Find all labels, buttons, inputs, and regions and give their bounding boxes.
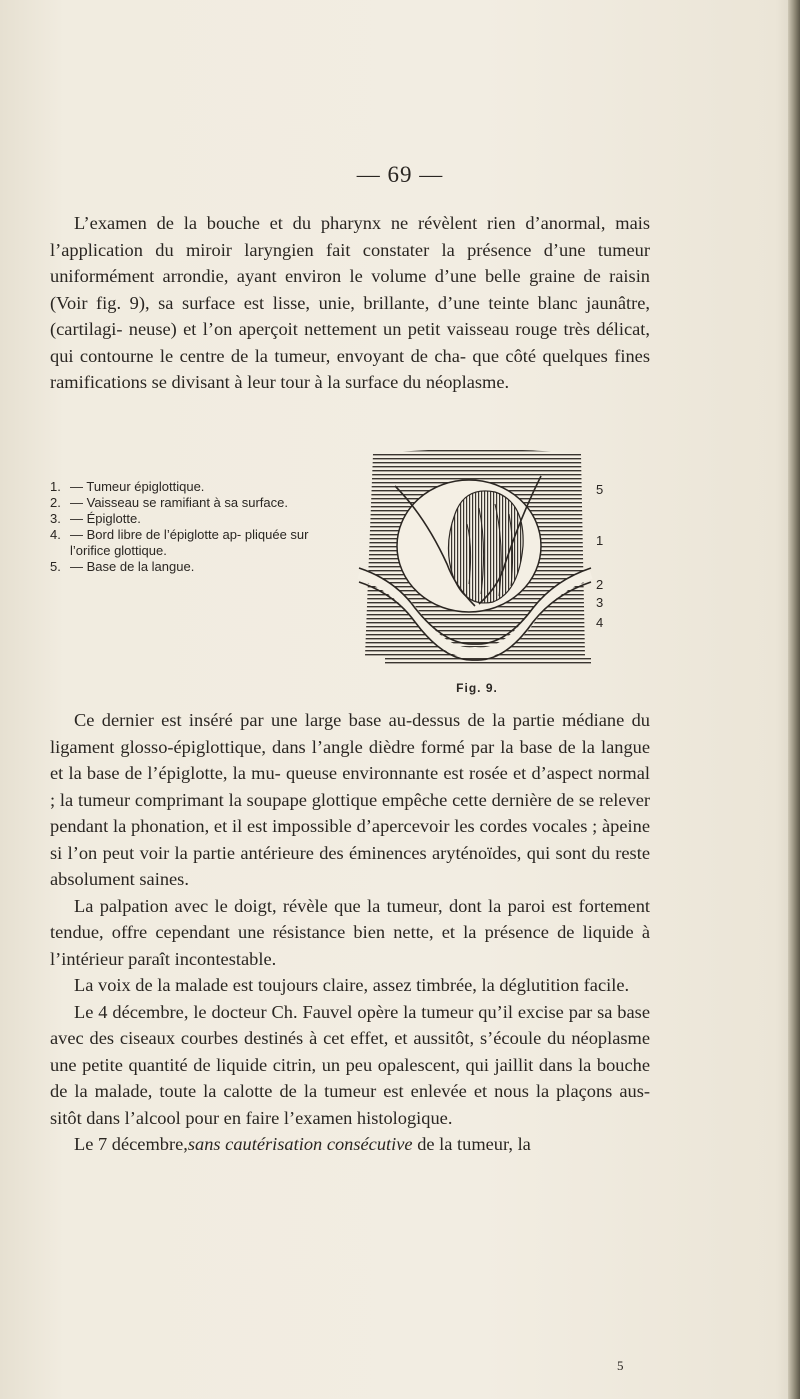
- opening-paragraph-block: [50, 210, 650, 396]
- figure-label: 4: [596, 615, 604, 630]
- paragraph: La voix de la malade est toujours claire, assez timbrée, la déglutition facile.: [74, 975, 630, 995]
- signature-mark: 5: [617, 1358, 624, 1373]
- paragraph: L’examen de la bouche et du pharynx ne révèlent rien d’anormal, mais l’application du miroir laryngien fait constater la présence d’une tumeur uniformément arrondie, ayant environ le volume d’une belle graine de raisin (Voir fig. 9), sa surface est lisse, unie, brillante, d’une teinte blanc jaunâtre, (cartilagi- neuse) et l’on aperçoit nettement un petit vaisseau rouge très délicat, qui contourne le centre de la tumeur, envoyant de cha- que côté quelques fines ramifications se divisant à leur tour à la surface du néoplasme.: [50, 213, 650, 392]
- legend-item: 1. — Tumeur épiglottique.: [50, 479, 205, 494]
- figure-label: 5: [596, 482, 604, 497]
- paragraph: Le 4 décembre, le docteur Ch. Fauvel opère la tumeur qu’il excise par sa base avec des ciseaux courbes destinés à cet effet, et aussitôt, s’écoule du néoplasme une petite quantité de liquide citrin, un peu opalescent, qui jaillit dans la bouche de la malade, toute la calotte de la tumeur est enlevée et nous la plaçons aus- sitôt dans l’alcool pour en faire l’examen histologique.: [50, 1001, 650, 1128]
- figure-legend: [50, 479, 350, 575]
- italic-emphasis: sans cautérisation consécutive: [187, 1134, 413, 1154]
- legend-item: 5. — Base de la langue.: [50, 559, 195, 574]
- paragraph: Le 7 décembre,sans cautérisation consécutive de la tumeur, la: [74, 1134, 531, 1154]
- main-text-block: [50, 707, 650, 1158]
- legend-item: 2. — Vaisseau se ramifiant à sa surface.: [50, 495, 288, 510]
- legend-item: 4. — Bord libre de l’épiglotte ap- pliquée sur l’orifice glottique.: [50, 527, 309, 558]
- figure-label: 3: [596, 595, 604, 610]
- laryngoscopic-engraving: [355, 446, 595, 668]
- paragraph: La palpation avec le doigt, révèle que la tumeur, dont la paroi est fortement tendue, offre cependant une résistance bien nette, et la présence de liquide à l’intérieur paraît incontestable.: [50, 895, 650, 969]
- paragraph: Ce dernier est inséré par une large base au-dessus de la partie médiane du ligament glosso-épiglottique, dans l’angle dièdre formé par la base de la langue et la base de l’épiglotte, la mu- queuse environnante est rosée et d’aspect normal ; la tumeur comprimant la soupape glottique empêche cette dernière de se relever pendant la phonation, et il est impossible d’apercevoir les cordes vocales ; àpeine si l’on peut voir la partie antérieure des éminences aryténoïdes, qui sont du reste absolument saines.: [50, 710, 650, 889]
- figure-label: 1: [596, 533, 604, 548]
- page-binding-edge: [788, 0, 800, 1399]
- page-number: — 69 —: [356, 162, 444, 187]
- figure-label: 2: [596, 577, 604, 592]
- legend-item: 3. — Épiglotte.: [50, 511, 141, 526]
- figure-caption: Fig. 9.: [456, 681, 498, 695]
